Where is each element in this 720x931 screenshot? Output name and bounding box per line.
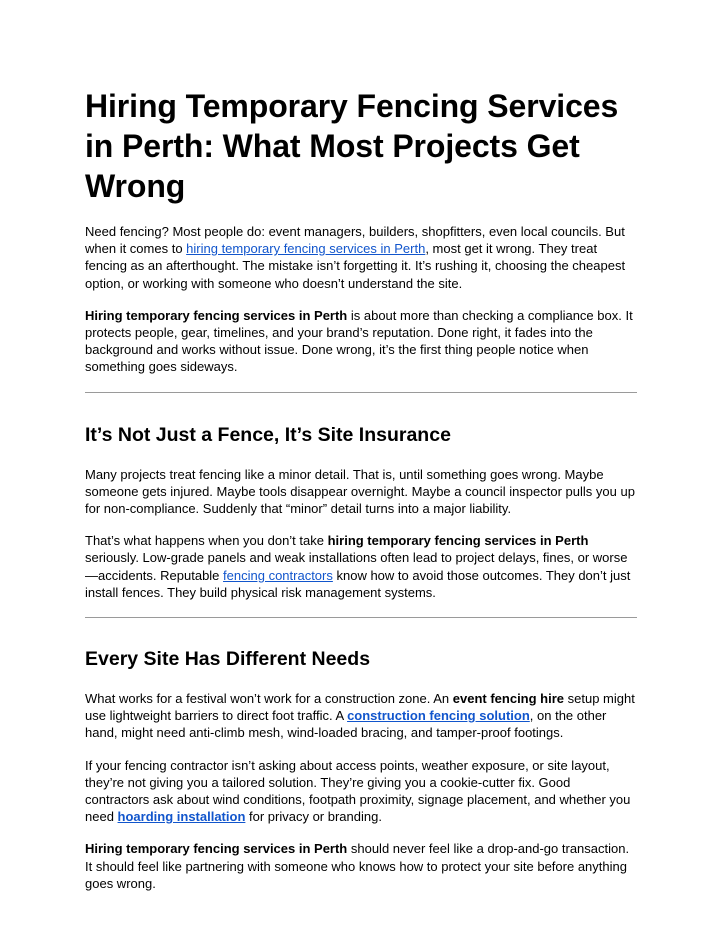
section2-paragraph-2 [85, 757, 637, 826]
bold-keyword: Hiring temporary fencing services in Perth [85, 307, 348, 323]
text-run: should never feel like a drop-and-go transaction. It should feel like partnering with someone who knows how to protect your site before anything goes wrong. [85, 841, 630, 891]
bold-keyword: Hiring temporary fencing services in Perth [85, 841, 348, 857]
section-heading-different-needs: Every Site Has Different Needs [85, 648, 371, 671]
construction-fencing-solution-link[interactable]: construction fencing solution [347, 708, 530, 724]
text-run: , on the other hand, might need anti-climb mesh, wind-loaded bracing, and tamper-proof footings. [85, 708, 607, 741]
text-run: What works for a festival won’t work for a construction zone. An [85, 691, 453, 707]
text-run: for privacy or branding. [245, 809, 382, 825]
text-run: , most get it wrong. They treat fencing as an afterthought. The mistake isn’t forgetting it. It’s rushing it, choosing the cheapest option, or working with someone who doesn’t understand the site. [85, 241, 626, 291]
text-run: seriously. Low-grade panels and weak installations often lead to project delays, fines, or worse—accidents. Reputable [85, 550, 628, 583]
section-divider [85, 392, 637, 393]
text-run: setup might use lightweight barriers to direct foot traffic. A [85, 691, 635, 724]
section1-paragraph-2 [85, 532, 637, 601]
text-run: is about more than checking a compliance box. It protects people, gear, timelines, and your brand’s reputation. Done right, it fades into the background and works without issue. Done wrong, it’s the first thing people notice when something goes sideways. [85, 307, 633, 375]
intro-paragraph-2 [85, 307, 637, 376]
section-divider [85, 617, 637, 618]
section2-paragraph-1 [85, 690, 637, 742]
bold-keyword: event fencing hire [452, 691, 565, 707]
text-run: That’s what happens when you don’t take [85, 533, 328, 549]
section2-paragraph-3 [85, 840, 637, 892]
text-run: know how to avoid those outcomes. They don’t just install fences. They build physical risk management systems. [85, 567, 631, 600]
section1-paragraph-1: Many projects treat fencing like a minor detail. That is, until something goes wrong. Maybe someone gets injured. Maybe tools disappear overnight. Maybe a council inspector pulls you up for non-compliance. Suddenly that “minor” detail turns into a major liability. [85, 466, 635, 517]
document-page [85, 86, 637, 907]
bold-keyword: hiring temporary fencing services in Perth [327, 533, 589, 549]
fencing-contractors-link[interactable]: fencing contractors [223, 567, 333, 583]
section-heading-site-insurance: It’s Not Just a Fence, It’s Site Insurance [85, 423, 451, 446]
text-run: Need fencing? Most people do: event managers, builders, shopfitters, even local councils. But when it comes to [85, 224, 625, 257]
intro-paragraph-1 [85, 223, 637, 292]
hoarding-installation-link[interactable]: hoarding installation [117, 809, 246, 825]
page-title: Hiring Temporary Fencing Services in Perth: What Most Projects Get Wrong [85, 88, 619, 204]
hiring-temporary-fencing-link[interactable]: hiring temporary fencing services in Perth [186, 241, 426, 257]
text-run: If your fencing contractor isn’t asking about access points, weather exposure, or site layout, they’re not giving you a tailored solution. They’re giving you a cookie-cutter fix. Good contractors ask about wind conditions, footpath proximity, signage placement, and whether you need [85, 757, 631, 825]
